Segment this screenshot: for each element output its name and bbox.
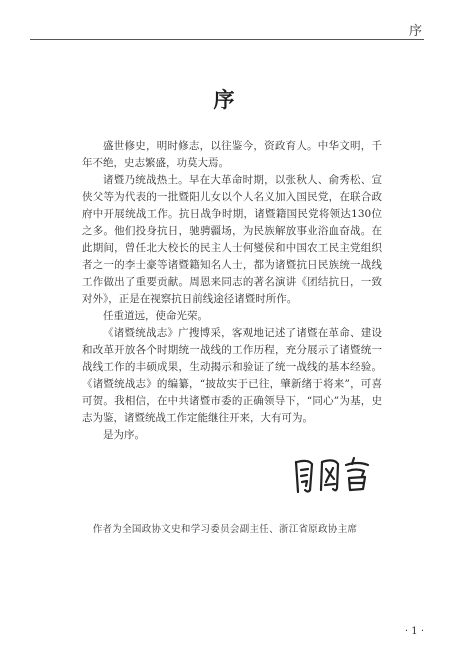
paragraph: 诸暨乃统战热土。早在大革命时期，以张秋人、俞秀松、宣侠父等为代表的一批暨阳儿女以个人名义加入国民党，在联合政府中开展统战工作。抗日战争时期，诸暨籍国民党将领达130位之多。他们投身抗日，驰骋疆场，为民族解放事业浴血奋战。在此期间，曾任北大校长的民主人士何燮侯和中国农工民主党组织者之一的李士豪等诸暨籍知名人士，都为诸暨抗日民族统一战线工作做出了重要贡献。周恩来同志的著名演讲《团结抗日，一致对外》，正是在视察抗日前线途径诸暨时所作。 [82, 174, 382, 305]
author-note: 作者为全国政协文史和学习委员会副主任、浙江省原政协主席 [92, 524, 358, 535]
running-head: 序 [408, 24, 422, 39]
header-rule [30, 39, 424, 40]
page-title: 序 [213, 87, 237, 112]
page-header [0, 0, 450, 44]
body-text [82, 138, 382, 444]
paragraph: 盛世修史，明时修志，以往鉴今，资政育人。中华文明，千年不绝，史志繁盛，功莫大焉。 [82, 140, 382, 169]
paragraph: 任重道远，使命光荣。 [103, 310, 208, 322]
page-number: · 1 · [404, 626, 424, 637]
paragraph: 是为序。 [103, 429, 145, 441]
signature-drawing [292, 452, 376, 496]
paragraph: 《诸暨统战志》广搜博采，客观地记述了诸暨在革命、建设和改革开放各个时期统一战线的工作历程，充分展示了诸暨统一战线工作的丰硕成果，生动揭示和验证了统一战线的基本经验。《诸暨统战志》的编纂，“披故实于已往，肇新绪于将来”，可喜可贺。我相信，在中共诸暨市委的正确领导下，“同心”为基，史志为鉴，诸暨统战工作定能继往开来，大有可为。 [82, 327, 382, 424]
handwritten-signature [292, 452, 376, 496]
